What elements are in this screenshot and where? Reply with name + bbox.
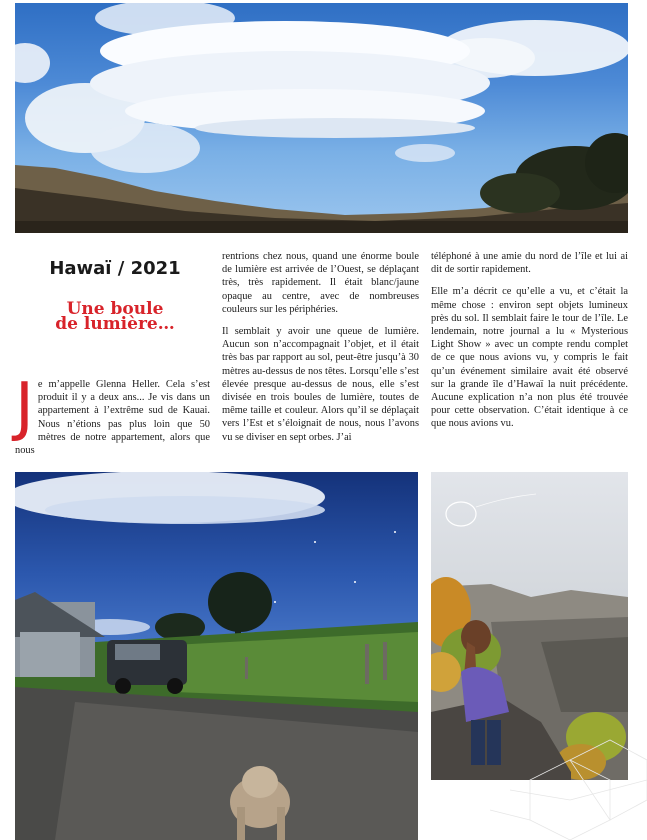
- subtitle-line-1: Une boule: [66, 299, 164, 319]
- paragraph: téléphoné à une amie du nord de l’île et lui ai dit de sortir rapidement.: [431, 251, 628, 276]
- drop-cap: J: [15, 370, 34, 444]
- subtitle-line-2: de lumière…: [55, 314, 175, 334]
- paragraph-text: e m’appelle Glenna Heller. Cela s’est produit il y a deux ans... Je vis dans un appartement à l’extrême sud de Kauai. Nous n’étions pas plus loin que 50 mètres de notre appartement, alors que nous: [15, 379, 210, 457]
- paragraph: Il semblait y avoir une queue de lumière. Aucun son n’accompagnait l’objet, et il était très bas par rapport au sol, peut-être jusqu’à 30 mètres au-dessus de nos têtes. Lorsqu’elle s’est élevée presque au-dessus de nous, elle s’est divisée en trois boules de lumière, toutes de même taille et couleur. Alors qu’il se déplaçait vers l’Est et s’éloignait de nous, nous l’avons vu se diviser en sept orbes. J’ai: [222, 326, 419, 443]
- hero-photo-lenticular-cloud: [15, 3, 628, 233]
- paragraph: [15, 370, 210, 457]
- paragraph: Elle m’a décrit ce qu’elle a vu, et c’était la même chose : environ sept objets lumineux près du sol. Il semblait faire le tour de l’île. Le lendemain, notre journal a lu « Mysterious Light Show » avec un compte rendu complet de ce que nous avions vu, y compris le fait qu’un événement similaire avait été observé sur la grande île d’Hawaï la nuit précédente. Aucune explication n’a non plus été trouvée pour cette observation. C’était identique à ce que nous avions vu.: [431, 286, 628, 430]
- article-title: Hawaï / 2021: [49, 258, 181, 279]
- decorative-geometric-lines: [470, 690, 647, 840]
- night-photo-farm-cloud: [15, 472, 418, 840]
- paragraph: rentrions chez nous, quand une énorme boule de lumière est arrivée de l’Ouest, se déplaçant très, très rapidement. Il était blanc/jaune opaque au centre, avec de nombreuses couleurs sur les périphéries.: [222, 251, 419, 315]
- article-column-1: [15, 370, 210, 466]
- hero-illustration: [15, 3, 628, 233]
- night-illustration: [15, 472, 418, 840]
- article-subtitle: [30, 299, 200, 334]
- article-column-3: [431, 250, 628, 440]
- article-column-2: [222, 250, 419, 453]
